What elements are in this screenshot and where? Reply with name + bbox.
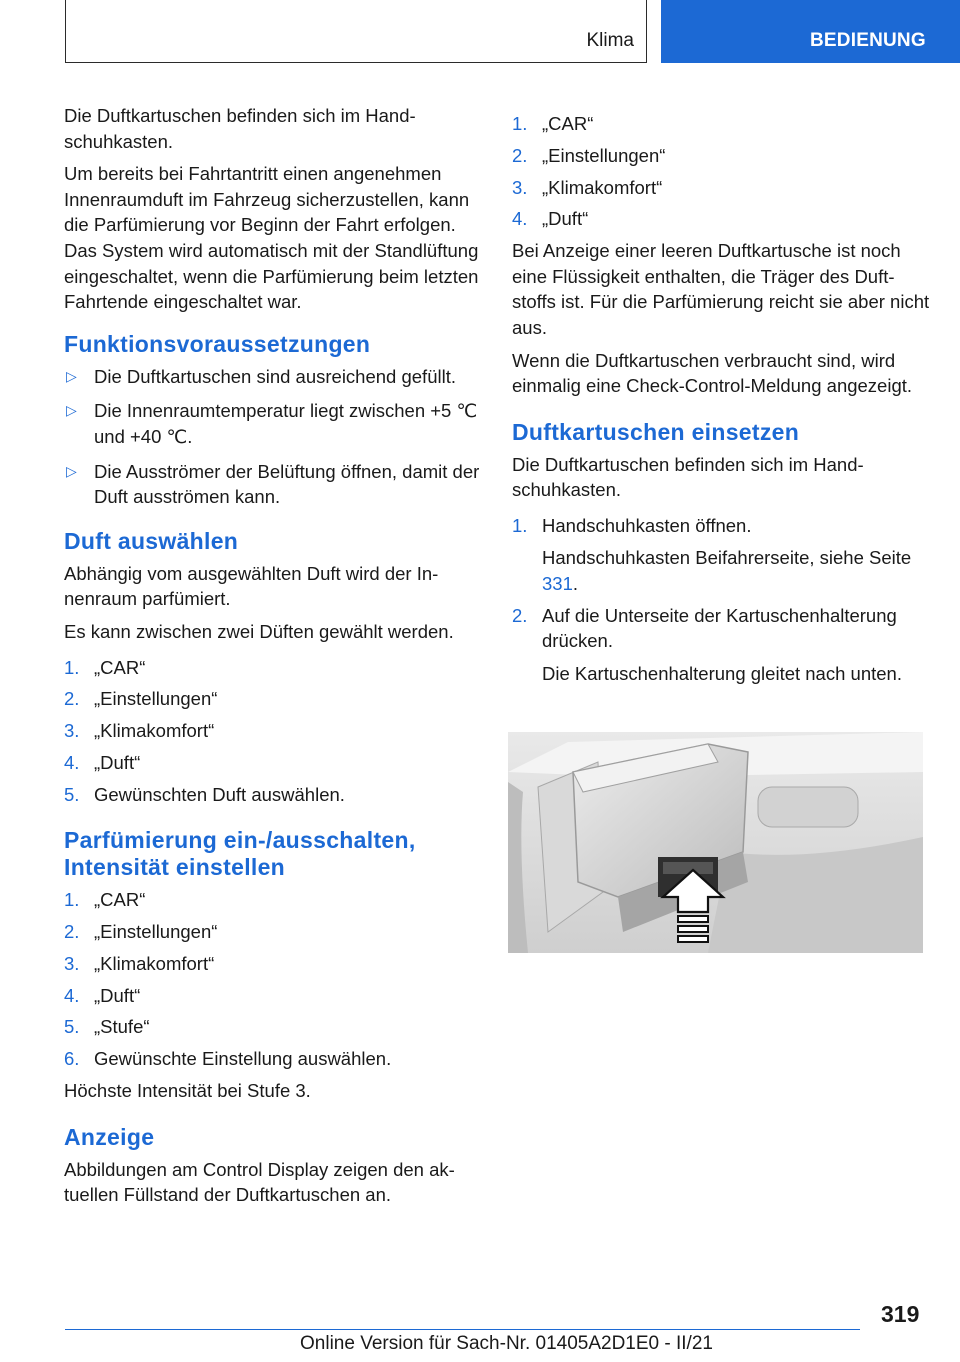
list-item: 1. „CAR“ xyxy=(512,113,594,134)
intro-paragraph-2: Um bereits bei Fahrtantritt einen angenehmen Innenraumduft im Fahrzeug sicherzustellen, kann die Parfümierung vor Beginn der Fahrt erfolgen. Das System wird automatisch mit der Standlüftung eingeschaltet, wenn die Parfümierung beim letzten Fahrtende eingeschaltet war. xyxy=(64,163,479,313)
triangle-bullet-icon: ▷ xyxy=(66,462,77,479)
intro-paragraph-1: Die Duftkartuschen befinden sich im Handschuhkasten. xyxy=(64,105,416,152)
paragraph: Wenn die Duftkartuschen verbraucht sind, wird einmalig eine Check-Control-Meldung angezeigt. xyxy=(512,349,913,397)
steps-duft-auswaehlen xyxy=(64,655,484,808)
list-item: 2. „Einstellungen“ xyxy=(512,144,666,166)
heading-funktionsvoraussetzungen: Funktionsvoraussetzungen xyxy=(64,330,371,357)
list-item: 4. „Duft“ xyxy=(64,984,141,1006)
list-item: 2. „Einstellungen“ xyxy=(64,688,218,710)
footer-text: Online Version für Sach-Nr. 01405A2D1E0 - II/21 xyxy=(300,1333,713,1354)
page-link[interactable]: 331 xyxy=(542,573,573,595)
list-item: 6. Gewünschte Einstellung auswählen. xyxy=(64,1048,392,1070)
header-frame xyxy=(65,0,647,63)
paragraph: Höchste Intensität bei Stufe 3. xyxy=(64,1079,311,1101)
list-item: 1. „CAR“ xyxy=(64,889,146,911)
list-item: 5. Gewünschten Duft auswählen. xyxy=(64,783,345,805)
paragraph: Die Duftkartuschen befinden sich im Handschuhkasten. xyxy=(512,453,864,501)
paragraph: Abbildungen am Control Display zeigen den aktuellen Füllstand der Duftkartuschen an. xyxy=(64,1158,455,1206)
list-item: 3. „Klimakomfort“ xyxy=(512,176,663,198)
triangle-bullet-icon: ▷ xyxy=(66,367,77,384)
heading-duft-auswaehlen: Duft auswählen xyxy=(64,527,239,554)
right-column xyxy=(512,111,932,693)
step-detail: Die Kartuschenhalterung gleitet nach unten. xyxy=(542,663,902,685)
paragraph: Es kann zwischen zwei Düften gewählt werden. xyxy=(64,620,454,642)
list-item: 2. „Einstellungen“ xyxy=(64,921,218,942)
cartridge-holder-illustration xyxy=(508,732,923,953)
steps-einsetzen xyxy=(512,513,932,687)
list-item: 1. Handschuhkasten öffnen. Handschuhkasten Beifahrerseite, siehe Seite 331. xyxy=(512,513,932,597)
list-item: ▷ Die Ausströmer der Belüftung öffnen, damit der Duft ausströmen kann. xyxy=(66,460,480,508)
paragraph: Abhängig vom ausgewählten Duft wird der Innenraum parfümiert. xyxy=(64,562,439,610)
list-item: 5. „Stufe“ xyxy=(64,1016,150,1038)
list-item: 3. „Klimakomfort“ xyxy=(64,720,215,742)
left-column xyxy=(64,103,484,1215)
requirements-list xyxy=(64,364,484,510)
list-item: 2. Auf die Unterseite der Kartuschenhalterung drücken. Die Kartuschenhalterung gleitet nach unten. xyxy=(512,603,932,687)
heading-parfuemierung: Parfümierung ein-/ausschalten, Intensität einstellen xyxy=(64,827,416,881)
list-item: ▷ Die Innenraumtemperatur liegt zwischen +5 ℃ und +40 ℃. xyxy=(66,400,478,447)
paragraph: Bei Anzeige einer leeren Duftkartusche ist noch eine Flüssigkeit enthalten, die Träger des Duftstoffs ist. Für die Parfümierung reicht sie aber nicht aus. xyxy=(512,240,930,338)
header-chapter-tab[interactable]: BEDIENUNG xyxy=(661,0,960,63)
list-item: 4. „Duft“ xyxy=(64,751,141,773)
cartridge-holder-photo xyxy=(508,732,923,953)
steps-anzeige xyxy=(512,111,932,232)
heading-anzeige: Anzeige xyxy=(64,1123,155,1150)
list-item: ▷ Die Duftkartuschen sind ausreichend gefüllt. xyxy=(64,364,484,390)
page-number: 319 xyxy=(881,1301,920,1327)
heading-duftkartuschen-einsetzen: Duftkartuschen einsetzen xyxy=(512,418,800,445)
steps-parfuemierung xyxy=(64,887,484,1072)
step-detail: Handschuhkasten Beifahrerseite, siehe Seite 331. xyxy=(542,547,912,595)
triangle-bullet-icon: ▷ xyxy=(66,402,77,419)
header-section-title: Klima xyxy=(586,30,634,51)
list-item: 1. „CAR“ xyxy=(64,656,146,678)
footer-divider xyxy=(65,1329,860,1330)
list-item: 4. „Duft“ xyxy=(512,208,589,230)
list-item: 3. „Klimakomfort“ xyxy=(64,952,215,974)
